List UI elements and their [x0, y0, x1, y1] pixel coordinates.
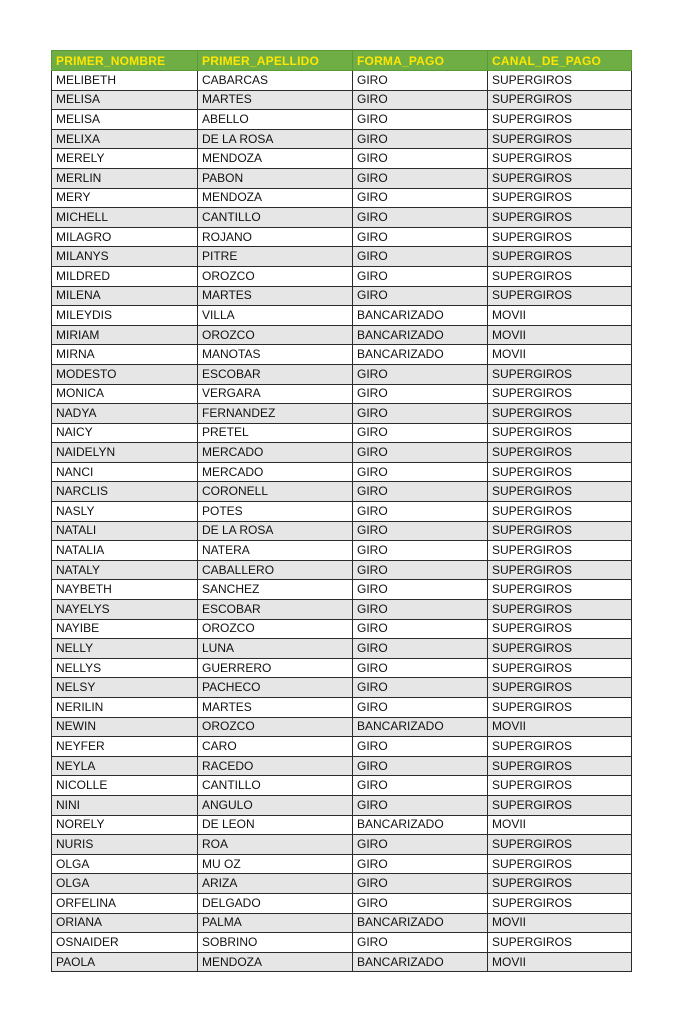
cell-canal-de-pago[interactable]: MOVII	[488, 952, 632, 972]
cell-primer-apellido[interactable]: POTES	[198, 502, 353, 522]
cell-primer-apellido[interactable]: OROZCO	[198, 325, 353, 345]
cell-primer-apellido[interactable]: OROZCO	[198, 717, 353, 737]
cell-canal-de-pago[interactable]: MOVII	[488, 325, 632, 345]
cell-primer-apellido[interactable]: FERNANDEZ	[198, 404, 353, 424]
cell-primer-apellido[interactable]: PALMA	[198, 913, 353, 933]
table-row	[52, 933, 632, 953]
cell-canal-de-pago[interactable]: MOVII	[488, 913, 632, 933]
header-canal-de-pago[interactable]: CANAL_DE_PAGO	[488, 51, 632, 71]
cell-forma-pago[interactable]: GIRO	[353, 874, 488, 894]
cell-canal-de-pago[interactable]: SUPERGIROS	[488, 893, 632, 913]
cell-primer-nombre[interactable]: PAOLA	[52, 952, 198, 972]
cell-forma-pago[interactable]: GIRO	[353, 619, 488, 639]
header-row	[52, 51, 632, 71]
cell-primer-apellido[interactable]: OROZCO	[198, 266, 353, 286]
cell-canal-de-pago[interactable]: SUPERGIROS	[488, 247, 632, 267]
cell-primer-nombre[interactable]: NINI	[52, 795, 198, 815]
table-row	[52, 541, 632, 561]
table-row	[52, 71, 632, 91]
cell-forma-pago[interactable]: GIRO	[353, 168, 488, 188]
cell-primer-apellido[interactable]: RACEDO	[198, 756, 353, 776]
cell-primer-nombre[interactable]: NELLY	[52, 639, 198, 659]
cell-forma-pago[interactable]: GIRO	[353, 188, 488, 208]
cell-primer-nombre[interactable]: NAYIBE	[52, 619, 198, 639]
cell-forma-pago[interactable]: GIRO	[353, 266, 488, 286]
cell-primer-nombre[interactable]: NEYLA	[52, 756, 198, 776]
cell-forma-pago[interactable]: GIRO	[353, 247, 488, 267]
cell-primer-apellido[interactable]: ARIZA	[198, 874, 353, 894]
cell-canal-de-pago[interactable]: SUPERGIROS	[488, 129, 632, 149]
cell-primer-apellido[interactable]: NATERA	[198, 541, 353, 561]
cell-canal-de-pago[interactable]: SUPERGIROS	[488, 227, 632, 247]
cell-canal-de-pago[interactable]: SUPERGIROS	[488, 364, 632, 384]
table-row	[52, 639, 632, 659]
cell-canal-de-pago[interactable]: SUPERGIROS	[488, 423, 632, 443]
table-row	[52, 776, 632, 796]
cell-primer-apellido[interactable]: MARTES	[198, 90, 353, 110]
cell-primer-nombre[interactable]: NATALIA	[52, 541, 198, 561]
cell-canal-de-pago[interactable]: SUPERGIROS	[488, 756, 632, 776]
table-row	[52, 227, 632, 247]
cell-primer-apellido[interactable]: PRETEL	[198, 423, 353, 443]
table-row	[52, 482, 632, 502]
cell-primer-apellido[interactable]: MENDOZA	[198, 952, 353, 972]
cell-forma-pago[interactable]: BANCARIZADO	[353, 325, 488, 345]
cell-primer-nombre[interactable]: MILAGRO	[52, 227, 198, 247]
table-row	[52, 247, 632, 267]
cell-primer-nombre[interactable]: NEYFER	[52, 737, 198, 757]
table-row	[52, 698, 632, 718]
cell-canal-de-pago[interactable]: SUPERGIROS	[488, 874, 632, 894]
cell-primer-nombre[interactable]: NATALY	[52, 560, 198, 580]
cell-primer-nombre[interactable]: NATALI	[52, 521, 198, 541]
cell-primer-nombre[interactable]: MERELY	[52, 149, 198, 169]
cell-forma-pago[interactable]: BANCARIZADO	[353, 952, 488, 972]
cell-primer-nombre[interactable]: MILANYS	[52, 247, 198, 267]
cell-canal-de-pago[interactable]: SUPERGIROS	[488, 168, 632, 188]
cell-primer-apellido[interactable]: ESCOBAR	[198, 364, 353, 384]
cell-canal-de-pago[interactable]: SUPERGIROS	[488, 110, 632, 130]
cell-forma-pago[interactable]: GIRO	[353, 580, 488, 600]
cell-canal-de-pago[interactable]: SUPERGIROS	[488, 560, 632, 580]
payments-table	[51, 50, 632, 972]
table-row	[52, 560, 632, 580]
cell-primer-apellido[interactable]: DE LA ROSA	[198, 129, 353, 149]
cell-canal-de-pago[interactable]: SUPERGIROS	[488, 600, 632, 620]
table-row	[52, 737, 632, 757]
cell-primer-nombre[interactable]: NELLYS	[52, 658, 198, 678]
cell-primer-nombre[interactable]: MILDRED	[52, 266, 198, 286]
cell-primer-nombre[interactable]: ORFELINA	[52, 893, 198, 913]
cell-primer-nombre[interactable]: MELIXA	[52, 129, 198, 149]
table-row	[52, 502, 632, 522]
table-row	[52, 129, 632, 149]
cell-forma-pago[interactable]: GIRO	[353, 286, 488, 306]
cell-forma-pago[interactable]: GIRO	[353, 208, 488, 228]
cell-primer-apellido[interactable]: ROA	[198, 835, 353, 855]
cell-primer-apellido[interactable]: VILLA	[198, 306, 353, 326]
cell-primer-apellido[interactable]: ABELLO	[198, 110, 353, 130]
cell-primer-apellido[interactable]: ESCOBAR	[198, 600, 353, 620]
cell-canal-de-pago[interactable]: SUPERGIROS	[488, 188, 632, 208]
cell-canal-de-pago[interactable]: SUPERGIROS	[488, 384, 632, 404]
cell-canal-de-pago[interactable]: SUPERGIROS	[488, 286, 632, 306]
cell-canal-de-pago[interactable]: SUPERGIROS	[488, 698, 632, 718]
table-row	[52, 168, 632, 188]
cell-primer-apellido[interactable]: MARTES	[198, 698, 353, 718]
cell-forma-pago[interactable]: GIRO	[353, 560, 488, 580]
cell-forma-pago[interactable]: BANCARIZADO	[353, 913, 488, 933]
cell-primer-nombre[interactable]: NAYBETH	[52, 580, 198, 600]
spreadsheet-sheet	[51, 50, 631, 972]
cell-canal-de-pago[interactable]: MOVII	[488, 815, 632, 835]
cell-canal-de-pago[interactable]: SUPERGIROS	[488, 776, 632, 796]
cell-primer-nombre[interactable]: NARCLIS	[52, 482, 198, 502]
cell-primer-apellido[interactable]: DELGADO	[198, 893, 353, 913]
table-body	[52, 71, 632, 972]
cell-primer-apellido[interactable]: LUNA	[198, 639, 353, 659]
table-row	[52, 952, 632, 972]
cell-primer-nombre[interactable]: MELISA	[52, 110, 198, 130]
cell-forma-pago[interactable]: GIRO	[353, 227, 488, 247]
cell-forma-pago[interactable]: GIRO	[353, 90, 488, 110]
cell-forma-pago[interactable]: GIRO	[353, 443, 488, 463]
cell-forma-pago[interactable]: BANCARIZADO	[353, 815, 488, 835]
cell-primer-nombre[interactable]: NASLY	[52, 502, 198, 522]
cell-forma-pago[interactable]: GIRO	[353, 756, 488, 776]
table-row	[52, 404, 632, 424]
cell-primer-apellido[interactable]: CABALLERO	[198, 560, 353, 580]
header-primer-nombre[interactable]: PRIMER_NOMBRE	[52, 51, 198, 71]
cell-canal-de-pago[interactable]: SUPERGIROS	[488, 541, 632, 561]
cell-forma-pago[interactable]: GIRO	[353, 482, 488, 502]
table-row	[52, 90, 632, 110]
cell-primer-nombre[interactable]: MIRIAM	[52, 325, 198, 345]
cell-primer-nombre[interactable]: MODESTO	[52, 364, 198, 384]
cell-primer-apellido[interactable]: MERCADO	[198, 462, 353, 482]
cell-primer-nombre[interactable]: MILENA	[52, 286, 198, 306]
table-row	[52, 854, 632, 874]
cell-primer-nombre[interactable]: MERLIN	[52, 168, 198, 188]
table-row	[52, 345, 632, 365]
cell-primer-apellido[interactable]: ROJANO	[198, 227, 353, 247]
cell-canal-de-pago[interactable]: SUPERGIROS	[488, 71, 632, 91]
cell-forma-pago[interactable]: GIRO	[353, 737, 488, 757]
cell-canal-de-pago[interactable]: SUPERGIROS	[488, 521, 632, 541]
cell-primer-apellido[interactable]: VERGARA	[198, 384, 353, 404]
cell-primer-nombre[interactable]: MERY	[52, 188, 198, 208]
cell-canal-de-pago[interactable]: MOVII	[488, 306, 632, 326]
cell-primer-apellido[interactable]: CARO	[198, 737, 353, 757]
table-row	[52, 149, 632, 169]
cell-primer-apellido[interactable]: CORONELL	[198, 482, 353, 502]
table-row	[52, 443, 632, 463]
table-row	[52, 893, 632, 913]
cell-primer-nombre[interactable]: MONICA	[52, 384, 198, 404]
cell-forma-pago[interactable]: GIRO	[353, 835, 488, 855]
cell-canal-de-pago[interactable]: SUPERGIROS	[488, 149, 632, 169]
cell-forma-pago[interactable]: GIRO	[353, 933, 488, 953]
cell-primer-apellido[interactable]: SANCHEZ	[198, 580, 353, 600]
table-row	[52, 384, 632, 404]
table-row	[52, 364, 632, 384]
cell-canal-de-pago[interactable]: SUPERGIROS	[488, 854, 632, 874]
cell-primer-nombre[interactable]: NICOLLE	[52, 776, 198, 796]
cell-forma-pago[interactable]: GIRO	[353, 541, 488, 561]
cell-forma-pago[interactable]: BANCARIZADO	[353, 345, 488, 365]
cell-primer-nombre[interactable]: MIRNA	[52, 345, 198, 365]
table-row	[52, 815, 632, 835]
cell-canal-de-pago[interactable]: SUPERGIROS	[488, 933, 632, 953]
cell-primer-nombre[interactable]: MELISA	[52, 90, 198, 110]
header-forma-pago[interactable]: FORMA_PAGO	[353, 51, 488, 71]
table-row	[52, 188, 632, 208]
cell-forma-pago[interactable]: GIRO	[353, 639, 488, 659]
cell-forma-pago[interactable]: GIRO	[353, 71, 488, 91]
cell-forma-pago[interactable]: GIRO	[353, 776, 488, 796]
cell-canal-de-pago[interactable]: SUPERGIROS	[488, 502, 632, 522]
table-row	[52, 600, 632, 620]
cell-forma-pago[interactable]: GIRO	[353, 110, 488, 130]
cell-primer-apellido[interactable]: MANOTAS	[198, 345, 353, 365]
cell-forma-pago[interactable]: GIRO	[353, 384, 488, 404]
cell-primer-apellido[interactable]: MU OZ	[198, 854, 353, 874]
cell-forma-pago[interactable]: GIRO	[353, 423, 488, 443]
cell-primer-nombre[interactable]: NADYA	[52, 404, 198, 424]
table-row	[52, 306, 632, 326]
cell-canal-de-pago[interactable]: MOVII	[488, 345, 632, 365]
cell-forma-pago[interactable]: GIRO	[353, 698, 488, 718]
table-row	[52, 619, 632, 639]
cell-primer-apellido[interactable]: SOBRINO	[198, 933, 353, 953]
table-row	[52, 521, 632, 541]
cell-primer-apellido[interactable]: CABARCAS	[198, 71, 353, 91]
cell-canal-de-pago[interactable]: SUPERGIROS	[488, 639, 632, 659]
cell-forma-pago[interactable]: BANCARIZADO	[353, 306, 488, 326]
cell-primer-apellido[interactable]: MENDOZA	[198, 149, 353, 169]
cell-primer-nombre[interactable]: MILEYDIS	[52, 306, 198, 326]
table-row	[52, 913, 632, 933]
cell-primer-apellido[interactable]: MERCADO	[198, 443, 353, 463]
cell-primer-apellido[interactable]: GUERRERO	[198, 658, 353, 678]
cell-forma-pago[interactable]: GIRO	[353, 502, 488, 522]
cell-canal-de-pago[interactable]: SUPERGIROS	[488, 443, 632, 463]
cell-primer-nombre[interactable]: ORIANA	[52, 913, 198, 933]
table-row	[52, 717, 632, 737]
cell-canal-de-pago[interactable]: SUPERGIROS	[488, 208, 632, 228]
cell-primer-apellido[interactable]: MENDOZA	[198, 188, 353, 208]
cell-primer-apellido[interactable]: PACHECO	[198, 678, 353, 698]
cell-canal-de-pago[interactable]: SUPERGIROS	[488, 580, 632, 600]
cell-forma-pago[interactable]: GIRO	[353, 462, 488, 482]
cell-canal-de-pago[interactable]: SUPERGIROS	[488, 678, 632, 698]
cell-canal-de-pago[interactable]: SUPERGIROS	[488, 737, 632, 757]
cell-canal-de-pago[interactable]: SUPERGIROS	[488, 482, 632, 502]
table-row	[52, 286, 632, 306]
cell-primer-apellido[interactable]: DE LA ROSA	[198, 521, 353, 541]
cell-forma-pago[interactable]: GIRO	[353, 893, 488, 913]
table-row	[52, 580, 632, 600]
cell-forma-pago[interactable]: GIRO	[353, 149, 488, 169]
table-row	[52, 658, 632, 678]
cell-forma-pago[interactable]: GIRO	[353, 129, 488, 149]
cell-primer-nombre[interactable]: MELIBETH	[52, 71, 198, 91]
cell-forma-pago[interactable]: BANCARIZADO	[353, 717, 488, 737]
cell-canal-de-pago[interactable]: SUPERGIROS	[488, 266, 632, 286]
table-row	[52, 266, 632, 286]
cell-forma-pago[interactable]: GIRO	[353, 658, 488, 678]
cell-primer-apellido[interactable]: CANTILLO	[198, 776, 353, 796]
cell-forma-pago[interactable]: GIRO	[353, 854, 488, 874]
cell-canal-de-pago[interactable]: MOVII	[488, 717, 632, 737]
table-row	[52, 110, 632, 130]
cell-primer-nombre[interactable]: NAICY	[52, 423, 198, 443]
cell-forma-pago[interactable]: GIRO	[353, 600, 488, 620]
cell-forma-pago[interactable]: GIRO	[353, 678, 488, 698]
table-row	[52, 835, 632, 855]
cell-primer-nombre[interactable]: NELSY	[52, 678, 198, 698]
cell-primer-nombre[interactable]: NERILIN	[52, 698, 198, 718]
cell-forma-pago[interactable]: GIRO	[353, 404, 488, 424]
cell-primer-nombre[interactable]: OLGA	[52, 854, 198, 874]
cell-forma-pago[interactable]: GIRO	[353, 521, 488, 541]
cell-primer-nombre[interactable]: NANCI	[52, 462, 198, 482]
cell-primer-nombre[interactable]: MICHELL	[52, 208, 198, 228]
cell-primer-nombre[interactable]: NURIS	[52, 835, 198, 855]
table-row	[52, 874, 632, 894]
header-primer-apellido[interactable]: PRIMER_APELLIDO	[198, 51, 353, 71]
table-row	[52, 325, 632, 345]
cell-canal-de-pago[interactable]: SUPERGIROS	[488, 795, 632, 815]
table-row	[52, 795, 632, 815]
cell-primer-apellido[interactable]: PABON	[198, 168, 353, 188]
table-row	[52, 462, 632, 482]
cell-primer-apellido[interactable]: DE LEON	[198, 815, 353, 835]
cell-primer-apellido[interactable]: MARTES	[198, 286, 353, 306]
cell-canal-de-pago[interactable]: SUPERGIROS	[488, 835, 632, 855]
cell-primer-nombre[interactable]: NORELY	[52, 815, 198, 835]
cell-primer-nombre[interactable]: NAIDELYN	[52, 443, 198, 463]
cell-forma-pago[interactable]: GIRO	[353, 364, 488, 384]
cell-primer-apellido[interactable]: ANGULO	[198, 795, 353, 815]
cell-forma-pago[interactable]: GIRO	[353, 795, 488, 815]
cell-canal-de-pago[interactable]: SUPERGIROS	[488, 658, 632, 678]
table-row	[52, 423, 632, 443]
cell-canal-de-pago[interactable]: SUPERGIROS	[488, 462, 632, 482]
cell-primer-apellido[interactable]: CANTILLO	[198, 208, 353, 228]
table-header	[52, 51, 632, 71]
cell-canal-de-pago[interactable]: SUPERGIROS	[488, 619, 632, 639]
cell-primer-nombre[interactable]: OSNAIDER	[52, 933, 198, 953]
cell-primer-nombre[interactable]: OLGA	[52, 874, 198, 894]
cell-primer-nombre[interactable]: NAYELYS	[52, 600, 198, 620]
table-row	[52, 756, 632, 776]
table-row	[52, 678, 632, 698]
cell-primer-apellido[interactable]: PITRE	[198, 247, 353, 267]
cell-canal-de-pago[interactable]: SUPERGIROS	[488, 90, 632, 110]
cell-canal-de-pago[interactable]: SUPERGIROS	[488, 404, 632, 424]
cell-primer-apellido[interactable]: OROZCO	[198, 619, 353, 639]
cell-primer-nombre[interactable]: NEWIN	[52, 717, 198, 737]
table-row	[52, 208, 632, 228]
